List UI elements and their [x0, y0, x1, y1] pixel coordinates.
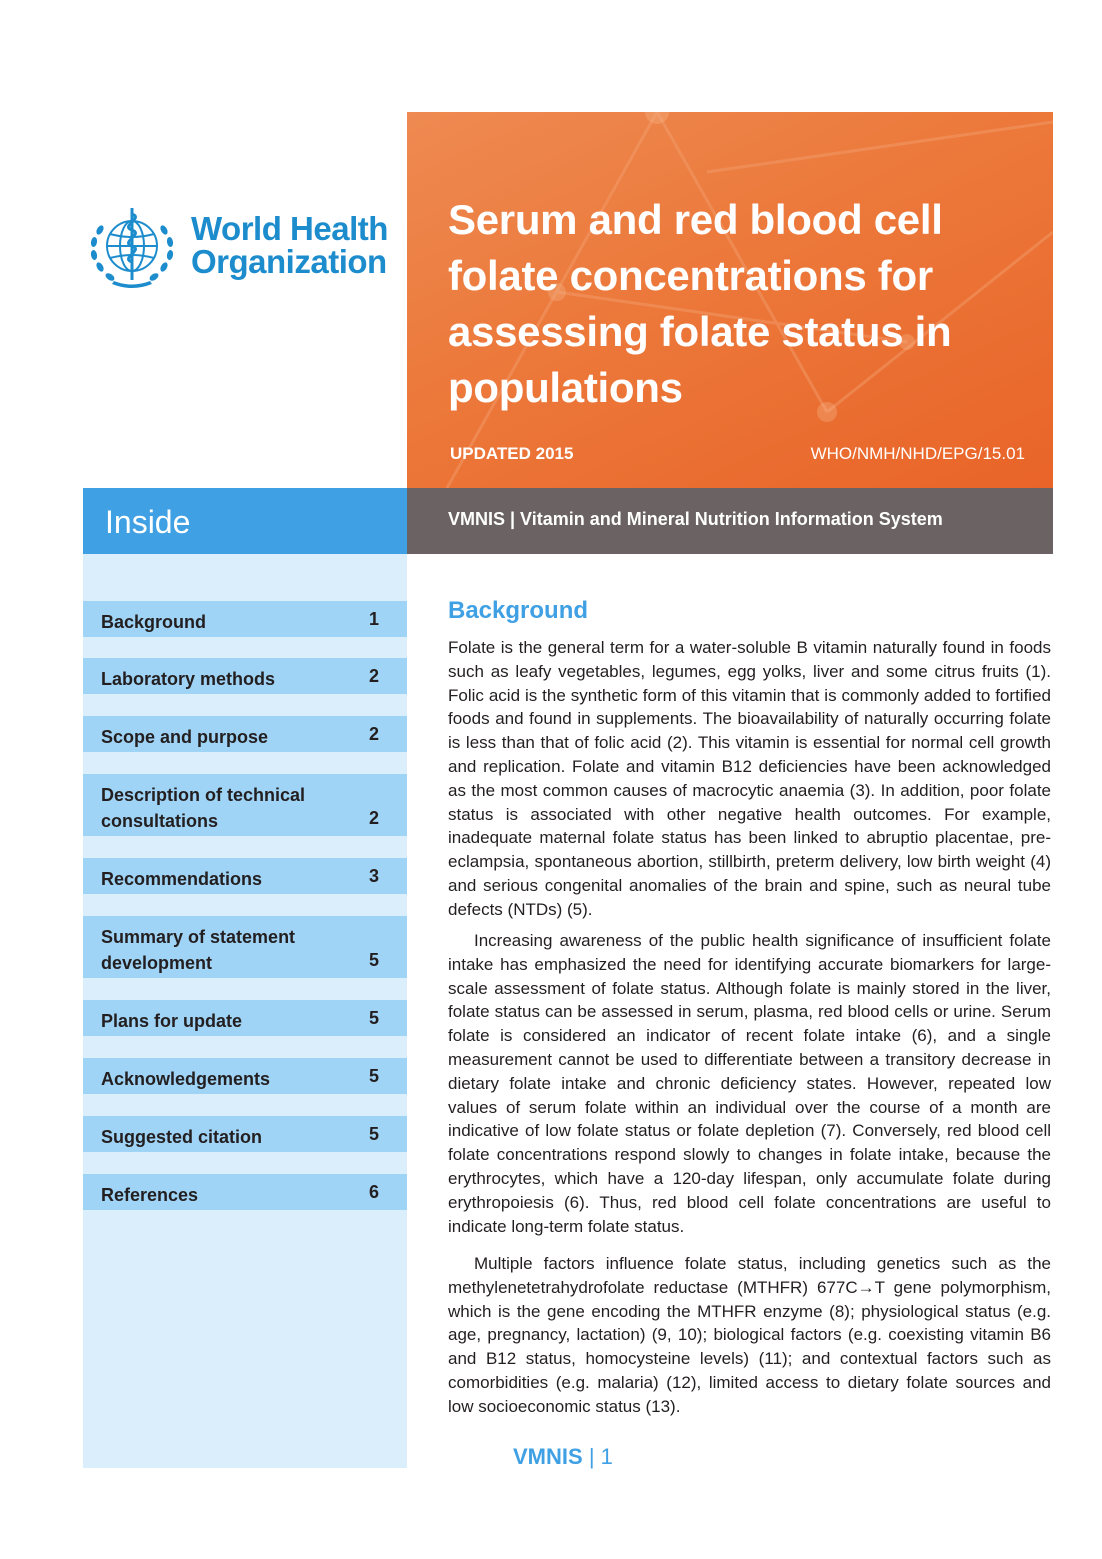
body-paragraph-2: Increasing awareness of the public health significance of insufficient folate intake has emphasized the need for identifying accurate biomarkers for large-scale assessment of folate status. Although folate is mainly stored in the liver, folate status can be assessed in serum, plasma, red blood cells or urine. Serum folate is considered an indicator of recent folate intake (6), and a single measurement cannot be used to differentiate between a transitory decrease in dietary folate intake and chronic deficiency states. However, repeated low values of serum folate within an individual over the course of a month are indicative of low folate status or folate depletion (7). Conversely, red blood cell folate concentrations respond slowly to changes in folate intake, because the erythrocytes, which have a 120-day lifespan, only accumulate folate during erythropoiesis (6). Thus, red blood cell folate concentrations are useful to indicate long-term folate status.: [448, 931, 1051, 1236]
vmnis-header: [407, 488, 1053, 554]
who-name-line2: Organization: [191, 243, 387, 280]
toc-item-label: Summary of statement development: [101, 927, 296, 973]
toc-item-label: Description of technical consultations: [101, 785, 306, 831]
toc-item-page: 5: [368, 1066, 379, 1086]
page-footer: [513, 1444, 613, 1470]
toc-item-label: Recommendations: [101, 869, 263, 889]
toc-item-page: 2: [368, 808, 379, 828]
footer-separator: |: [588, 1444, 595, 1469]
vmnis-header-text: VMNIS | Vitamin and Mineral Nutrition Information System: [448, 509, 943, 529]
inside-header: [83, 488, 407, 554]
toc-item-page: 2: [368, 666, 379, 686]
who-emblem-icon: [82, 200, 182, 292]
toc-item-scope-and-purpose[interactable]: [83, 716, 407, 752]
who-logo: [82, 200, 388, 292]
toc-item-page: 5: [368, 1124, 379, 1144]
toc-item-acknowledgements[interactable]: [83, 1058, 407, 1094]
title-banner: [407, 112, 1053, 488]
toc-item-plans-for-update[interactable]: [83, 1000, 407, 1036]
toc-item-page: 5: [368, 950, 379, 970]
toc-item-label: Laboratory methods: [101, 669, 276, 689]
toc-item-references[interactable]: [83, 1174, 407, 1210]
toc-item-page: 6: [368, 1182, 379, 1202]
toc-item-page: 2: [368, 724, 379, 744]
body-paragraph-1: Folate is the general term for a water-soluble B vitamin naturally found in foods such as leafy vegetables, legumes, egg yolks, liver and some citrus fruits (1). Folic acid is the synthetic form of this vitamin that is commonly added to fortified foods and found in supplements. The bioavailability of naturally occurring folate is less than that of folic acid (2). This vitamin is essential for normal cell growth and replication. Folate and vitamin B12 deficiencies have been acknowledged as the most common causes of macrocytic anaemia (3). In addition, poor folate status is associated with other negative health outcomes. For example, inadequate maternal folate status has been linked to abruptio placentae, pre-eclampsia, spontaneous abortion, stillbirth, preterm delivery, low birth weight (4) and serious congenital anomalies of the brain and spine, such as neural tube defects (NTDs) (5).: [448, 638, 1051, 919]
toc-item-statement-development[interactable]: [83, 916, 407, 978]
toc-item-page: 3: [368, 866, 379, 886]
toc-item-laboratory-methods[interactable]: [83, 658, 407, 694]
toc-item-label: Suggested citation: [101, 1127, 263, 1147]
document-code: WHO/NMH/NHD/EPG/15.01: [810, 444, 1025, 463]
toc-item-label: Background: [101, 612, 207, 632]
toc-item-background[interactable]: [83, 601, 407, 637]
toc-item-page: 5: [368, 1008, 379, 1028]
toc-item-label: Scope and purpose: [101, 727, 269, 747]
toc-item-label: Plans for update: [101, 1011, 243, 1031]
toc-item-label: References: [101, 1185, 199, 1205]
who-name-line1: World Health: [191, 210, 388, 247]
body-paragraph-3: Multiple factors influence folate status, including genetics such as the methylenetetrahydrofolate reductase (MTHFR) 677C→T gene polymorphism, which is the gene encoding the MTHFR enzyme (8); physiological status (e.g. age, pregnancy, lactation) (9, 10); biological factors (e.g. coexisting vitamin B6 and B12 status, homocysteine levels) (11); and contextual factors such as comorbidities (e.g. malaria) (12), limited access to dietary folate sources and low socioeconomic status (13).: [448, 1254, 1051, 1416]
footer-page-number: 1: [600, 1444, 613, 1469]
section-heading: Background: [448, 597, 589, 624]
toc-item-page: 1: [368, 609, 379, 629]
toc-item-suggested-citation[interactable]: [83, 1116, 407, 1152]
document-title: Serum and red blood cell folate concentrations for assessing folate status in populations: [448, 196, 952, 411]
toc-item-recommendations[interactable]: [83, 858, 407, 894]
who-wordmark: [191, 212, 388, 278]
toc-item-label: Acknowledgements: [101, 1069, 271, 1089]
inside-label: Inside: [105, 504, 191, 540]
footer-brand: VMNIS: [513, 1444, 583, 1469]
toc-item-technical-consultations[interactable]: [83, 774, 407, 836]
updated-label: UPDATED 2015: [450, 444, 574, 463]
